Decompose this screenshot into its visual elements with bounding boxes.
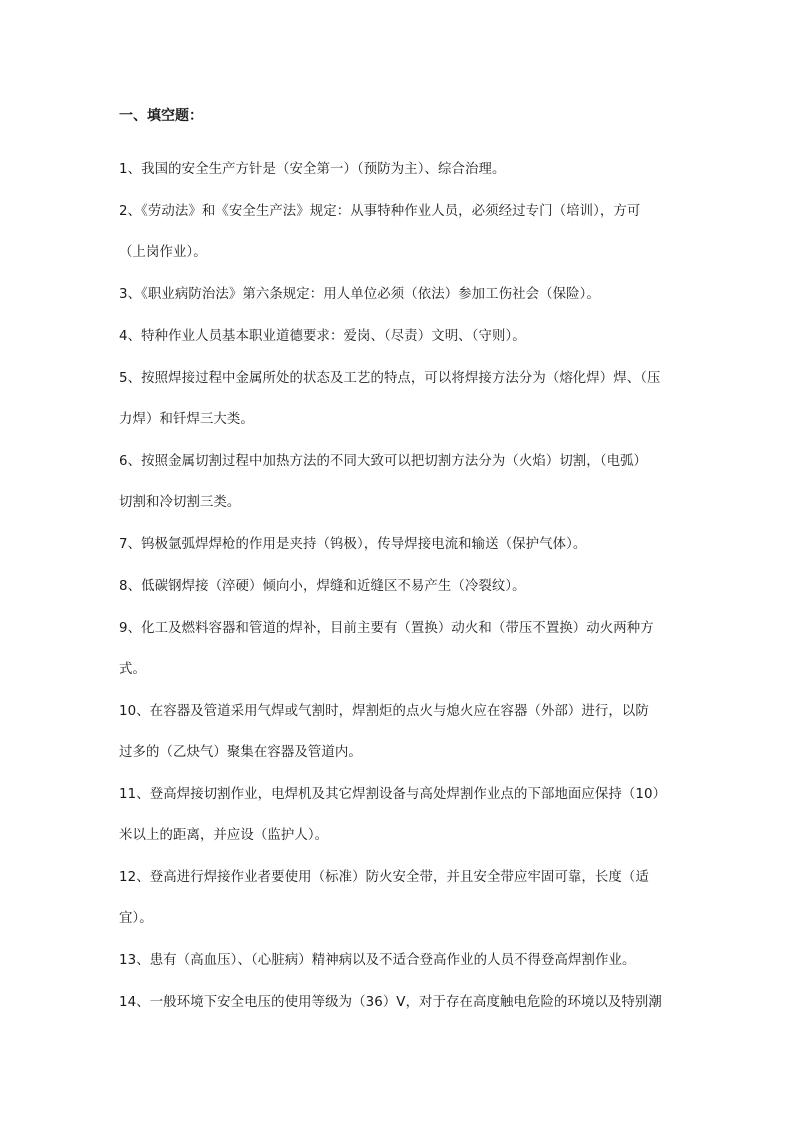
question-line: 4、特种作业人员基本职业道德要求：爱岗、（尽责）文明、（守则）。 bbox=[119, 329, 526, 344]
question-line: 9、化工及燃料容器和管道的焊补，目前主要有（置换）动火和（带压不置换）动火两种方 bbox=[119, 621, 654, 636]
question-item-11 bbox=[119, 785, 679, 846]
question-line: 11、登高焊接切割作业，电焊机及其它焊割设备与高处焊割作业点的下部地面应保持（10） bbox=[119, 787, 667, 802]
question-item-1 bbox=[119, 160, 679, 180]
spacer bbox=[119, 128, 679, 160]
question-line: 8、低碳钢焊接（淬硬）倾向小，焊缝和近缝区不易产生（冷裂纹）。 bbox=[119, 579, 526, 594]
spacer bbox=[119, 263, 679, 285]
question-item-7 bbox=[119, 535, 679, 555]
question-item-2 bbox=[119, 202, 679, 263]
spacer bbox=[119, 680, 679, 702]
question-line-continued: 宜）。 bbox=[119, 911, 153, 926]
document-body bbox=[119, 104, 679, 1013]
spacer bbox=[119, 305, 679, 327]
spacer bbox=[119, 971, 679, 993]
question-line: 6、按照金属切割过程中加热方法的不同大致可以把切割方法分为（火焰）切割，（电弧） bbox=[119, 454, 648, 469]
spacer bbox=[119, 389, 679, 410]
question-line: 13、患有（高血压）、（心脏病）精神病以及不适合登高作业的人员不得登高焊割作业。 bbox=[119, 953, 636, 968]
question-line-continued: 米以上的距离，并应设（监护人）。 bbox=[119, 828, 329, 843]
question-line: 14、一般环境下安全电压的使用等级为（36）V，对于存在高度触电危险的环境以及特别潮 bbox=[119, 995, 662, 1010]
spacer bbox=[119, 639, 679, 660]
spacer bbox=[119, 472, 679, 493]
question-line-continued: 过多的（乙炔气）聚集在容器及管道内。 bbox=[119, 745, 362, 760]
question-line-continued: 式。 bbox=[119, 662, 146, 677]
question-line-continued: 力焊）和钎焊三大类。 bbox=[119, 412, 254, 427]
question-line: 12、登高进行焊接作业者要使用（标准）防火安全带，并且安全带应牢固可靠，长度（适 bbox=[119, 870, 649, 885]
question-item-5 bbox=[119, 369, 679, 430]
spacer bbox=[119, 888, 679, 909]
spacer bbox=[119, 929, 679, 951]
question-line: 7、钨极氩弧焊焊枪的作用是夹持（钨极），传导焊接电流和输送（保护气体）。 bbox=[119, 537, 587, 552]
spacer bbox=[119, 597, 679, 619]
question-item-10 bbox=[119, 702, 679, 763]
question-line: 5、按照焊接过程中金属所处的状态及工艺的特点，可以将焊接方法分为（熔化焊）焊、（压 bbox=[119, 371, 661, 386]
question-item-12 bbox=[119, 868, 679, 929]
question-item-14 bbox=[119, 993, 679, 1013]
spacer bbox=[119, 763, 679, 785]
spacer bbox=[119, 347, 679, 369]
spacer bbox=[119, 180, 679, 202]
question-line-continued: （上岗作业）。 bbox=[119, 245, 207, 260]
question-item-6 bbox=[119, 452, 679, 513]
question-item-8 bbox=[119, 577, 679, 597]
spacer bbox=[119, 555, 679, 577]
question-item-4 bbox=[119, 327, 679, 347]
spacer bbox=[119, 805, 679, 826]
question-item-9 bbox=[119, 619, 679, 680]
question-line-continued: 切割和冷切割三类。 bbox=[119, 495, 241, 510]
spacer bbox=[119, 430, 679, 452]
spacer bbox=[119, 222, 679, 243]
question-line: 1、我国的安全生产方针是（安全第一）（预防为主）、综合治理。 bbox=[119, 162, 506, 177]
spacer bbox=[119, 513, 679, 535]
question-line: 3、《职业病防治法》第六条规定：用人单位必须（依法）参加工伤社会（保险）。 bbox=[119, 287, 600, 302]
question-item-3 bbox=[119, 285, 679, 305]
spacer bbox=[119, 722, 679, 743]
question-line: 2、《劳动法》和《安全生产法》规定：从事特种作业人员，必须经过专门（培训），方可 bbox=[119, 204, 641, 219]
question-item-13 bbox=[119, 951, 679, 971]
section-heading: 一、填空题： bbox=[119, 108, 203, 124]
spacer bbox=[119, 846, 679, 868]
question-line: 10、在容器及管道采用气焊或气割时，焊割炬的点火与熄火应在容器（外部）进行，以防 bbox=[119, 704, 649, 719]
